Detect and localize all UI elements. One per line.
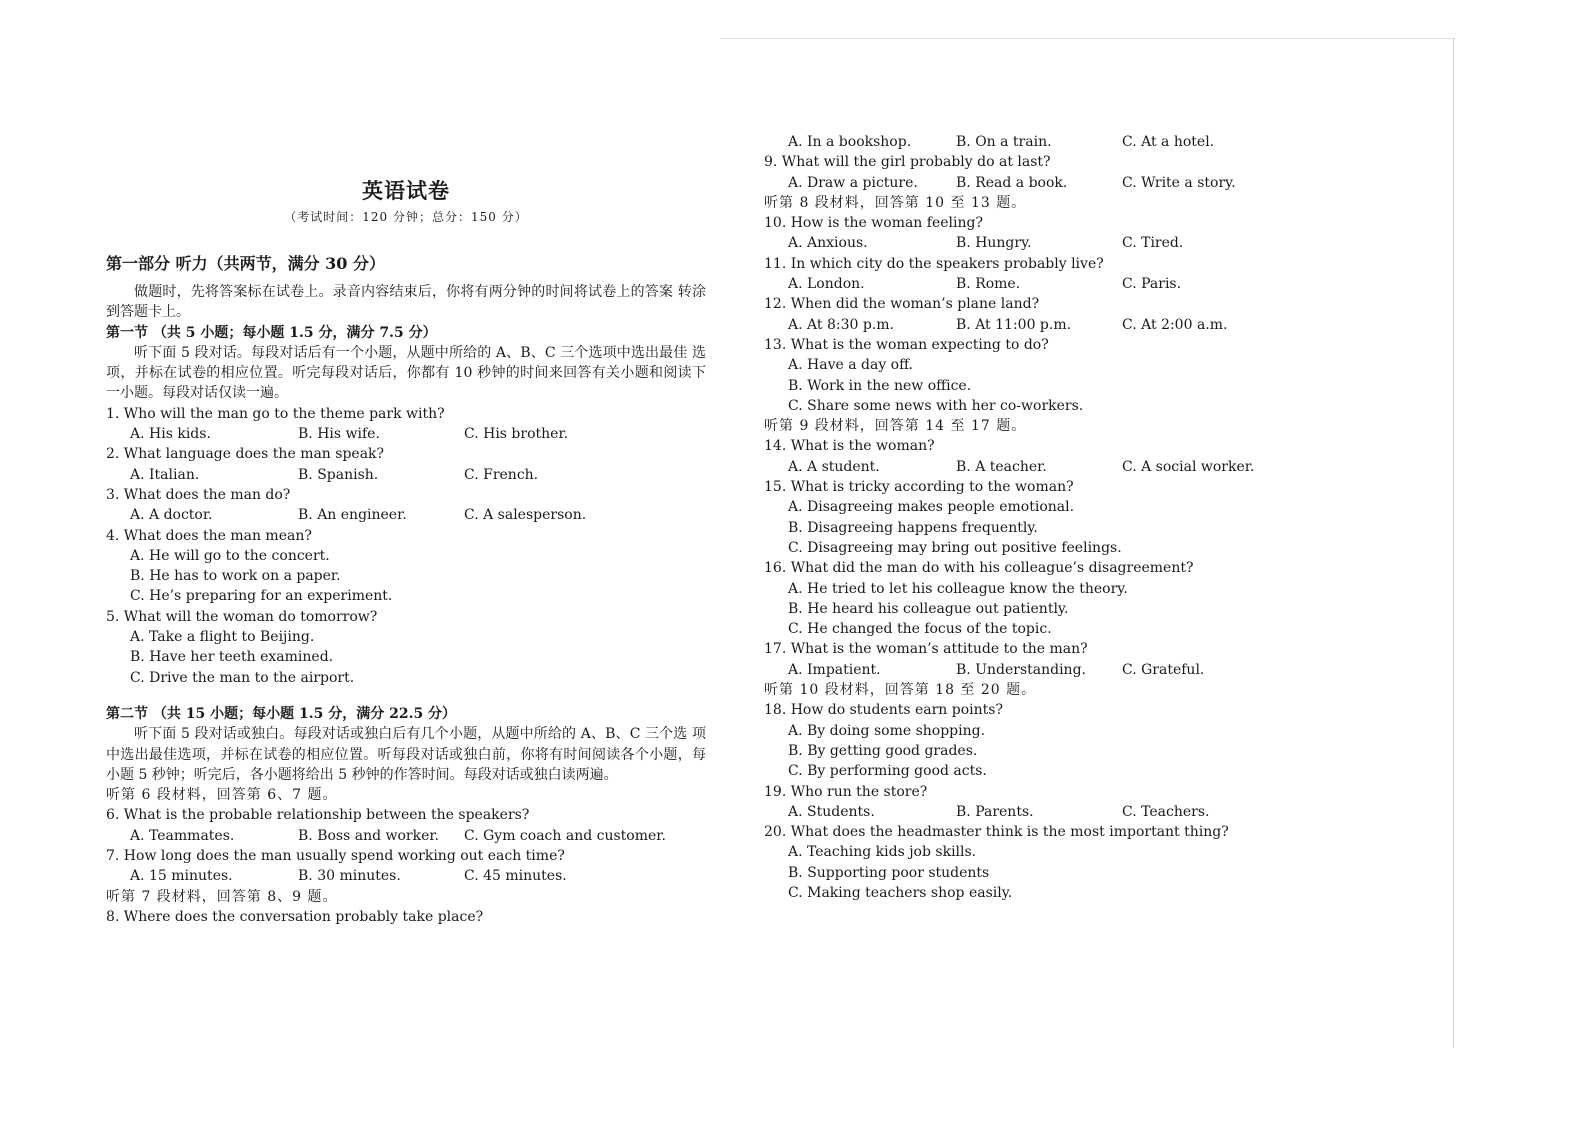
- option-a: A. Have a day off.: [788, 357, 914, 374]
- option-a: A. Draw a picture.: [788, 174, 918, 191]
- option-c: C. Paris.: [1122, 276, 1182, 293]
- question-stem: 3. What does the man do?: [106, 486, 291, 503]
- option-a: A. Teammates.: [130, 827, 235, 844]
- scan-edge-top: [720, 38, 1455, 39]
- question-12: [764, 294, 1324, 335]
- options-row: [764, 233, 1324, 253]
- option-c: C. 45 minutes.: [464, 868, 567, 885]
- option-c: C. At a hotel.: [1122, 134, 1215, 150]
- question-2: [106, 444, 706, 485]
- question-stem: 12. When did the woman’s plane land?: [764, 296, 1040, 313]
- question-8-options: [764, 132, 1324, 152]
- instruction-8: 听第 8 段材料，回答第 10 至 13 题。: [764, 194, 1027, 211]
- option-c: C. Making teachers shop easily.: [788, 884, 1013, 901]
- question-17: [764, 639, 1324, 680]
- option-b: B. By getting good grades.: [788, 742, 978, 759]
- option-c: C. At 2:00 a.m.: [1122, 316, 1228, 333]
- option-c: C. A salesperson.: [464, 507, 587, 524]
- option-c: C. Grateful.: [1122, 661, 1205, 678]
- question-13: [764, 335, 1324, 416]
- question-6: [106, 805, 706, 846]
- question-stem: 9. What will the girl probably do at last?: [764, 154, 1051, 171]
- question-stem: 13. What is the woman expecting to do?: [764, 336, 1049, 353]
- question-10: [764, 213, 1324, 254]
- option-a: A. Anxious.: [788, 235, 868, 252]
- question-15: [764, 477, 1324, 558]
- option-c: C. Tired.: [1122, 235, 1184, 252]
- option-a: A. 15 minutes.: [130, 868, 233, 885]
- part1-intro: 做题时，先将答案标在试卷上。录音内容结束后，你将有两分钟的时间将试卷上的答案 转涂到答题卡上。: [106, 284, 706, 321]
- option-b: B. 30 minutes.: [298, 868, 401, 885]
- option-c: C. Teachers.: [1122, 803, 1210, 820]
- option-b: B. At 11:00 p.m.: [956, 316, 1072, 333]
- question-stem: 10. How is the woman feeling?: [764, 215, 983, 232]
- option-a: A. His kids.: [130, 426, 211, 443]
- question-stem: 2. What language does the man speak?: [106, 446, 385, 463]
- option-c: C. French.: [464, 466, 539, 483]
- option-b: B. Have her teeth examined.: [130, 649, 334, 666]
- option-a: A. Impatient.: [788, 661, 881, 678]
- instruction-7: 听第 7 段材料，回答第 8、9 题。: [106, 888, 338, 905]
- question-8-stem: 8. Where does the conversation probably take place?: [106, 908, 484, 925]
- option-a: A. At 8:30 p.m.: [788, 316, 894, 333]
- question-1: [106, 404, 706, 445]
- option-c: C. Disagreeing may bring out positive feelings.: [788, 539, 1122, 556]
- question-stem: 18. How do students earn points?: [764, 702, 1003, 719]
- left-column: [106, 176, 706, 927]
- option-c: C. Write a story.: [1122, 174, 1236, 191]
- options-row: [106, 826, 706, 846]
- option-b: B. Hungry.: [956, 235, 1032, 252]
- question-stem: 14. What is the woman?: [764, 438, 935, 455]
- options-row: [106, 424, 706, 444]
- option-b: B. Supporting poor students: [788, 864, 990, 881]
- option-b: B. Read a book.: [956, 174, 1068, 191]
- option-c: C. Drive the man to the airport.: [130, 669, 355, 686]
- question-4: [106, 526, 706, 607]
- question-stem: 7. How long does the man usually spend working out each time?: [106, 848, 565, 865]
- option-b: B. Rome.: [956, 276, 1021, 293]
- option-b: B. Work in the new office.: [788, 377, 972, 394]
- page-subtitle: （考试时间：120 分钟；总分：150 分）: [284, 210, 528, 224]
- question-stem: 19. Who run the store?: [764, 783, 928, 800]
- option-a: A. Disagreeing makes people emotional.: [788, 499, 1075, 516]
- options-row: [106, 866, 706, 886]
- question-stem: 1. Who will the man go to the theme park with?: [106, 405, 445, 422]
- option-c: C. By performing good acts.: [788, 763, 987, 780]
- question-11: [764, 254, 1324, 295]
- options-row: [106, 465, 706, 485]
- option-a: A. London.: [788, 276, 865, 293]
- option-a: A. A student.: [788, 458, 880, 475]
- option-c: C. Gym coach and customer.: [464, 827, 666, 844]
- option-a: A. Italian.: [130, 466, 200, 483]
- instruction-9: 听第 9 段材料，回答第 14 至 17 题。: [764, 418, 1027, 435]
- option-b: B. He has to work on a paper.: [130, 568, 341, 585]
- option-b: B. Parents.: [956, 803, 1034, 820]
- option-c: C. He changed the focus of the topic.: [788, 621, 1052, 638]
- scan-edge-right: [1453, 38, 1454, 1048]
- section1-heading: 第一节 （共 5 小题；每小题 1.5 分，满分 7.5 分）: [106, 324, 437, 341]
- question-16: [764, 558, 1324, 639]
- question-stem: 11. In which city do the speakers probably live?: [764, 255, 1104, 272]
- page-title: 英语试卷: [362, 178, 450, 203]
- option-c: C. His brother.: [464, 426, 569, 443]
- options-row: [764, 660, 1324, 680]
- question-20: [764, 822, 1324, 903]
- section2-intro: 听下面 5 段对话或独白。每段对话或独白后有几个小题，从题中所给的 A、B、C 三个选 项中选出最佳选项，并标在试卷的相应位置。听每段对话或独白前，你将有时间阅读各个小题，每小题 5 秒钟；听完后，各小题将给出 5 秒钟的作答时间。每段对话或独白读两遍。: [106, 726, 706, 783]
- question-stem: 6. What is the probable relationship between the speakers?: [106, 807, 530, 824]
- question-7: [106, 846, 706, 887]
- question-9: [764, 152, 1324, 193]
- question-18: [764, 700, 1324, 781]
- option-a: A. Students.: [788, 803, 875, 820]
- option-b: B. An engineer.: [298, 507, 407, 524]
- instruction-6: 听第 6 段材料，回答第 6、7 题。: [106, 787, 338, 804]
- option-b: B. Understanding.: [956, 661, 1086, 678]
- question-14: [764, 436, 1324, 477]
- option-c: C. Share some news with her co-workers.: [788, 397, 1084, 414]
- instruction-10: 听第 10 段材料，回答第 18 至 20 题。: [764, 682, 1037, 699]
- options-row: [106, 505, 706, 525]
- options-row: [764, 274, 1324, 294]
- options-row: [764, 173, 1324, 193]
- section-spacer: [106, 688, 706, 704]
- question-stem: 4. What does the man mean?: [106, 527, 312, 544]
- option-a: A. He will go to the concert.: [130, 547, 330, 564]
- question-stem: 20. What does the headmaster think is the most important thing?: [764, 824, 1229, 841]
- option-a: A. Teaching kids job skills.: [788, 844, 977, 861]
- part1-heading: 第一部分 听力（共两节，满分 30 分）: [106, 254, 385, 273]
- option-b: B. His wife.: [298, 426, 380, 443]
- option-b: B. Disagreeing happens frequently.: [788, 519, 1038, 536]
- option-a: A. He tried to let his colleague know the theory.: [788, 580, 1128, 597]
- option-b: B. On a train.: [956, 134, 1052, 150]
- option-a: A. In a bookshop.: [788, 134, 912, 150]
- option-c: C. A social worker.: [1122, 458, 1255, 475]
- option-a: A. A doctor.: [130, 507, 213, 524]
- option-b: B. He heard his colleague out patiently.: [788, 600, 1069, 617]
- section1-intro: 听下面 5 段对话。每段对话后有一个小题，从题中所给的 A、B、C 三个选项中选出最佳 选项，并标在试卷的相应位置。听完每段对话后，你都有 10 秒钟的时间来回答有关小题和阅读下一小题。每段对话仅读一遍。: [106, 344, 706, 402]
- section2-heading: 第二节 （共 15 小题；每小题 1.5 分，满分 22.5 分）: [106, 705, 457, 722]
- option-b: B. Spanish.: [298, 466, 379, 483]
- option-a: A. Take a flight to Beijing.: [130, 629, 315, 646]
- question-stem: 16. What did the man do with his colleague’s disagreement?: [764, 560, 1194, 577]
- question-stem: 17. What is the woman’s attitude to the man?: [764, 641, 1088, 658]
- question-stem: 5. What will the woman do tomorrow?: [106, 608, 378, 625]
- options-row: [764, 315, 1324, 335]
- question-19: [764, 782, 1324, 823]
- options-row: [764, 457, 1324, 477]
- option-b: B. Boss and worker.: [298, 827, 439, 844]
- option-c: C. He’s preparing for an experiment.: [130, 588, 393, 605]
- option-b: B. A teacher.: [956, 458, 1047, 475]
- right-column: [764, 132, 1324, 903]
- options-row: [764, 802, 1324, 822]
- option-a: A. By doing some shopping.: [788, 722, 986, 739]
- question-3: [106, 485, 706, 526]
- question-stem: 15. What is tricky according to the woman?: [764, 479, 1074, 496]
- question-5: [106, 607, 706, 688]
